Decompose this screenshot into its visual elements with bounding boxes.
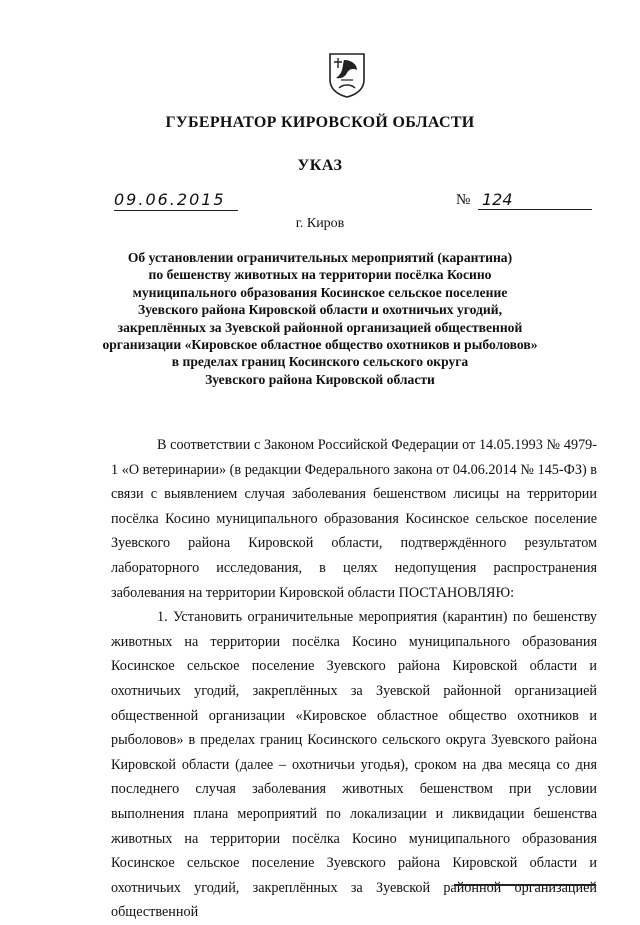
document-title bbox=[100, 249, 540, 388]
title-line: организации «Кировское областное общество охотников и рыболовов» bbox=[102, 337, 538, 353]
document-number: 124 bbox=[478, 190, 592, 210]
document-type: УКАЗ bbox=[297, 157, 343, 174]
issuing-authority: ГУБЕРНАТОР КИРОВСКОЙ ОБЛАСТИ bbox=[165, 114, 475, 131]
title-line: по бешенству животных на территории посёлка Косино bbox=[148, 267, 492, 283]
title-line: Зуевского района Кировской области и охотничьих угодий, bbox=[138, 302, 502, 318]
footer-rule bbox=[454, 884, 596, 886]
item-1-paragraph: 1. Установить ограничительные мероприятия (карантин) по бешенству животных на территории посёлка Косино муниципального образования Косинское сельское поселение Зуевского района Кировской области и охотничьих угодий, закреплённых за Зуевской районной организацией общественной организации «Кировское областное общество охотников и рыболовов» в пределах границ Косинского сельского округа Зуевского района Кировской области (далее – охотничьи угодья), сроком на два месяца со дня последнего случая заболевания животных бешенством при условии выполнения плана мероприятий по локализации и ликвидации бешенства животных на территории посёлка Косино муниципального образования Косинское сельское поселение Зуевского района Кировской области и охотничьих угодий, закреплённых за Зуевской районной организацией общественной bbox=[111, 609, 597, 921]
preamble-paragraph: В соответствии с Законом Российской Федерации от 14.05.1993 № 4979-1 «О ветеринарии» (в редакции Федерального закона от 04.06.2014 № 145-ФЗ) в связи с выявлением случая заболевания бешенством лисицы на территории посёлка Косино муниципального образования Косинское сельское поселение Зуевского района Кировской области, подтверждённого результатом лабораторного исследования, в целях недопущения распространения заболевания на территории Кировской области ПОСТАНОВЛЯЮ: bbox=[111, 437, 597, 601]
document-city: г. Киров bbox=[295, 216, 345, 231]
coat-of-arms-icon bbox=[327, 52, 367, 98]
title-line: Об установлении ограничительных мероприятий (карантина) bbox=[127, 250, 513, 265]
number-label: № bbox=[456, 192, 471, 208]
title-line: муниципального образования Косинское сельское поселение bbox=[132, 284, 508, 300]
title-line: закреплённых за Зуевской районной организацией общественной bbox=[117, 319, 523, 335]
title-line: Зуевского района Кировской области bbox=[205, 371, 435, 387]
document-body bbox=[111, 433, 597, 925]
title-line: в пределах границ Косинского сельского округа bbox=[171, 354, 469, 370]
document-date: 09.06.2015 bbox=[114, 190, 238, 211]
